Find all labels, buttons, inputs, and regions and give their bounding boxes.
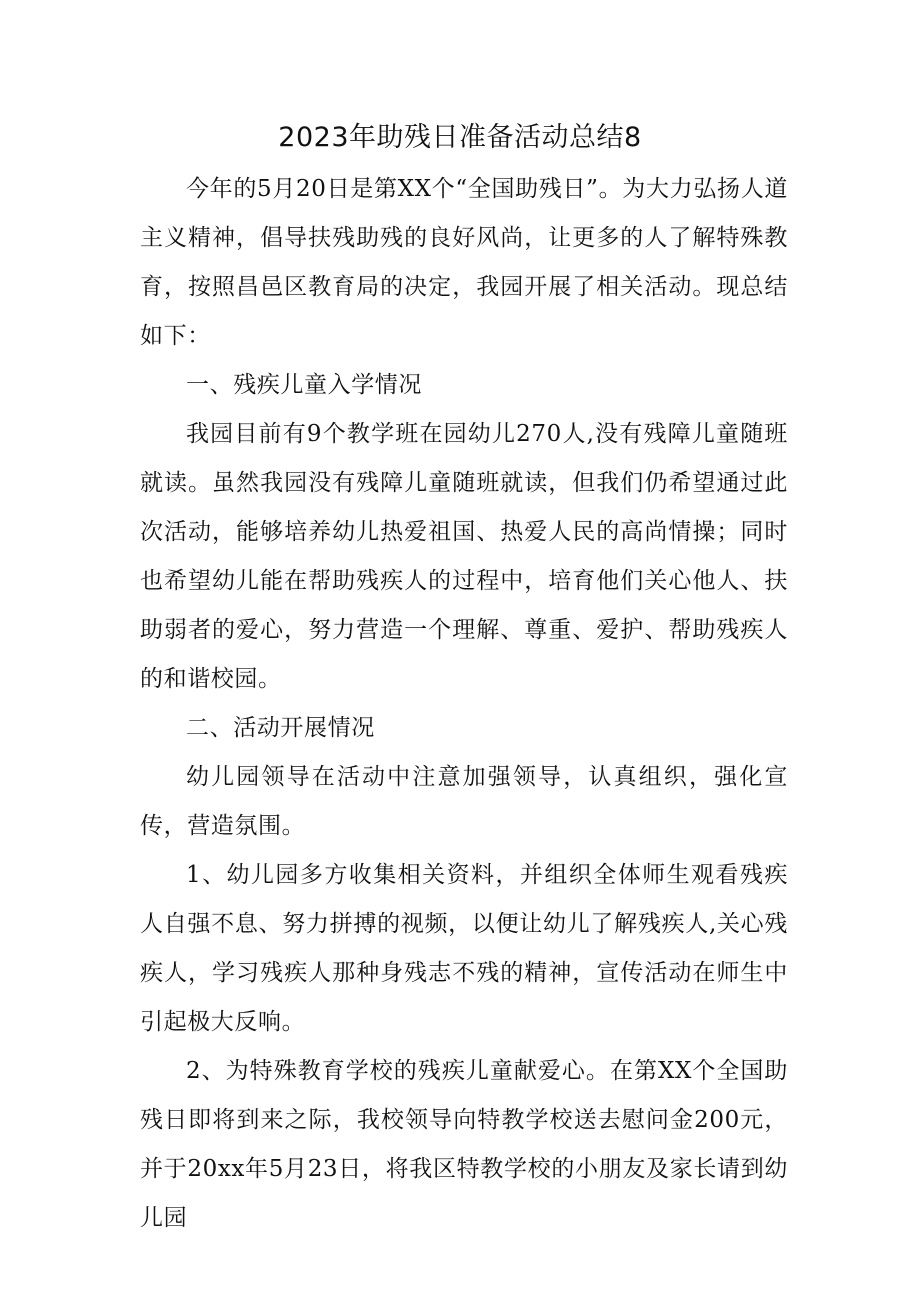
document-body xyxy=(140,165,788,1243)
paragraph-intro: 今年的5月20日是第XX个“全国助残日”。为大力弘扬人道主义精神，倡导扶残助残的良好风尚，让更多的人了解特殊教育，按照昌邑区教育局的决定，我园开展了相关活动。现总结如下： xyxy=(140,176,788,349)
paragraph-leadership: 幼儿园领导在活动中注意加强领导，认真组织，强化宣传，营造氛围。 xyxy=(140,764,788,839)
document-title: 2023年助残日准备活动总结8 xyxy=(278,122,642,153)
section-heading-activities: 二、活动开展情况 xyxy=(186,715,375,741)
section-heading-enrollment: 一、残疾儿童入学情况 xyxy=(186,372,422,398)
paragraph-enrollment: 我园目前有9个教学班在园幼儿270人,没有残障儿童随班就读。虽然我园没有残障儿童随班就读，但我们仍希望通过此次活动，能够培养幼儿热爱祖国、热爱人民的高尚情操；同时也希望幼儿能在帮助残疾人的过程中，培育他们关心他人、扶助弱者的爱心，努力营造一个理解、尊重、爱护、帮助残疾人的和谐校园。 xyxy=(140,421,788,692)
paragraph-item-1: 1、幼儿园多方收集相关资料，并组织全体师生观看残疾人自强不息、努力拼搏的视频，以便让幼儿了解残疾人,关心残疾人，学习残疾人那种身残志不残的精神，宣传活动在师生中引起极大反响。 xyxy=(140,862,788,1035)
paragraph-item-2: 2、为特殊教育学校的残疾儿童献爱心。在第XX个全国助残日即将到来之际，我校领导向特教学校送去慰问金200元，并于20xx年5月23日，将我区特教学校的小朋友及家长请到幼儿园 xyxy=(140,1058,788,1231)
